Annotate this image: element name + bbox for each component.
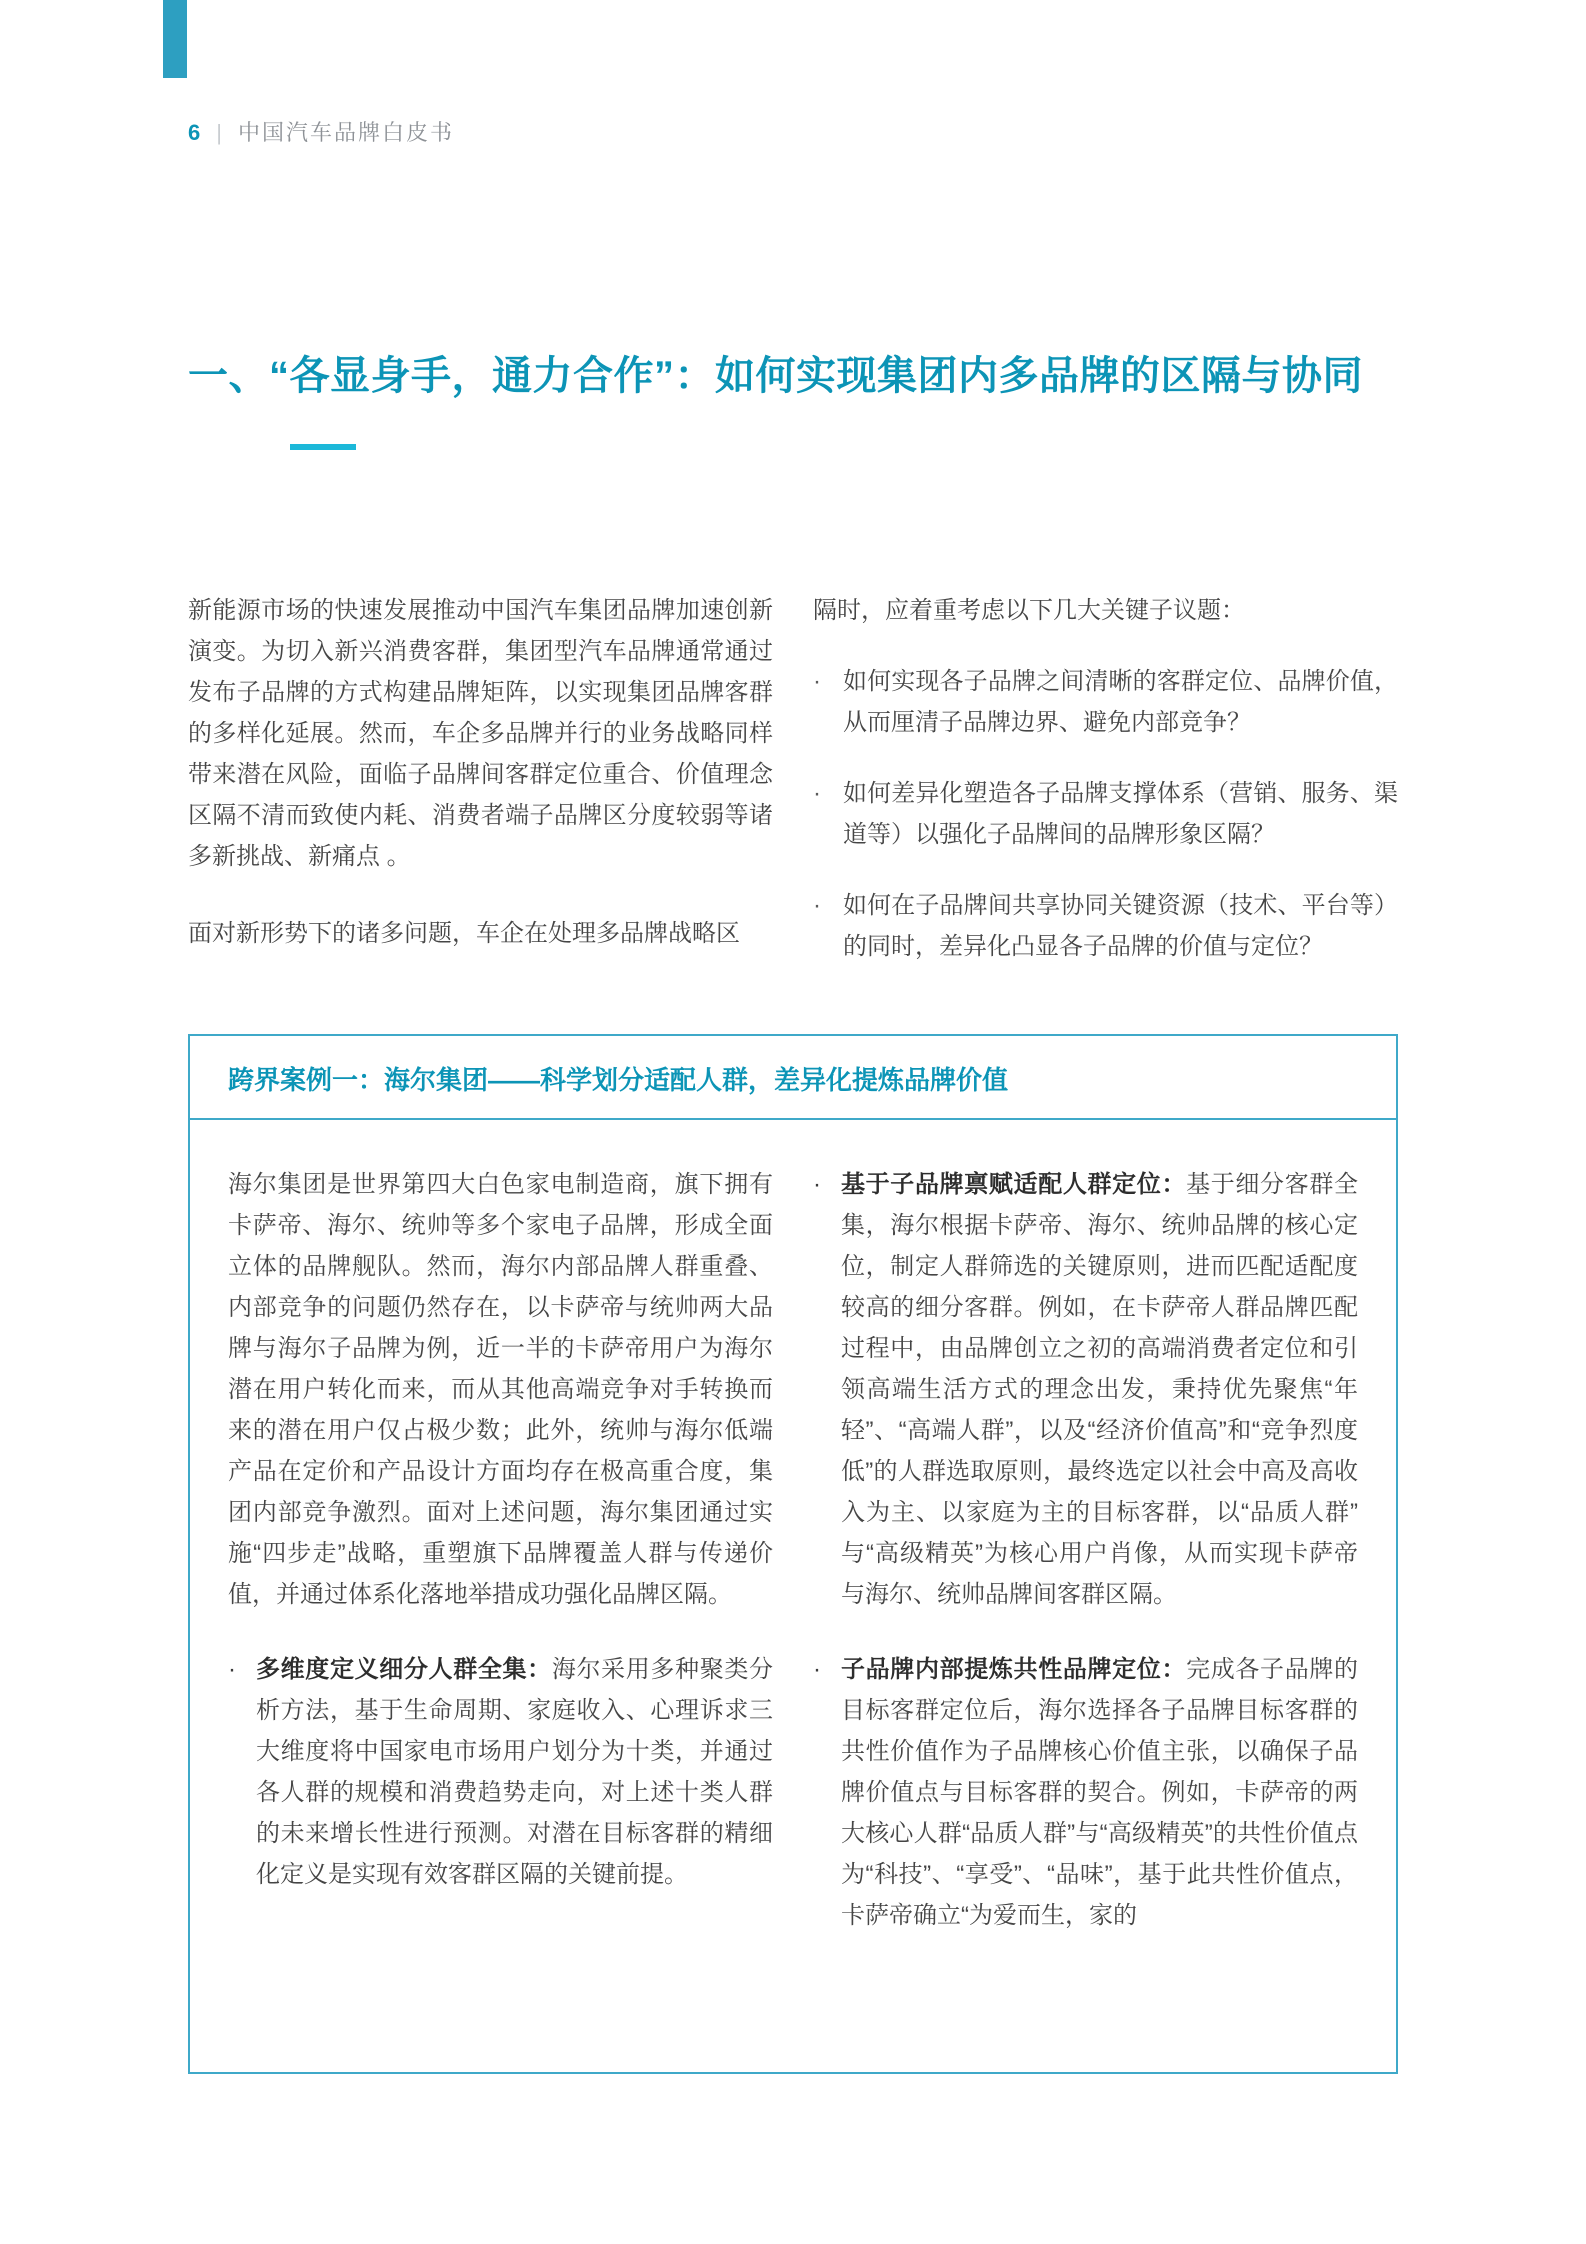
bullet-marker: · xyxy=(813,668,821,695)
case-left-column xyxy=(228,1164,773,1936)
case-left-bullet-1-body: 海尔采用多种聚类分析方法，基于生命周期、家庭收入、心理诉求三大维度将中国家电市场用户划分为十类，并通过各人群的规模和消费趋势走向，对上述十类人群的未来增长性进行预测。对潜在目标客群的精细化定义是实现有效客群区隔的关键前提。 xyxy=(256,1656,774,1888)
intro-bullet-3 xyxy=(813,885,1398,967)
case-right-column xyxy=(813,1164,1358,1936)
case-title: 跨界案例一：海尔集团——科学划分适配人群，差异化提炼品牌价值 xyxy=(228,1065,1009,1095)
intro-right-column xyxy=(813,590,1398,990)
case-right-bullet-2 xyxy=(813,1649,1358,1936)
intro-bullet-1 xyxy=(813,661,1398,743)
case-right-bullet-1 xyxy=(813,1164,1358,1615)
page-header xyxy=(188,118,454,148)
case-right-bullet-2-lead: 子品牌内部提炼共性品牌定位： xyxy=(841,1656,1187,1683)
bullet-marker: · xyxy=(813,892,821,919)
intro-lead-line: 隔时，应着重考虑以下几大关键子议题： xyxy=(813,597,1245,624)
intro-left-column xyxy=(188,590,773,990)
intro-bullet-1-text: 如何实现各子品牌之间清晰的客群定位、品牌价值，从而厘清子品牌边界、避免内部竞争？ xyxy=(843,668,1398,736)
intro-paragraph-2: 面对新形势下的诸多问题，车企在处理多品牌战略区 xyxy=(188,920,740,947)
case-right-bullet-2-body: 完成各子品牌的目标客群定位后，海尔选择各子品牌目标客群的共性价值作为子品牌核心价值主张，以确保子品牌价值点与目标客群的契合。例如，卡萨帝的两大核心人群“品质人群”与“高级精英”的共性价值点为“科技”、“享受”、“品味”，基于此共性价值点，卡萨帝确立“为爱而生，家的 xyxy=(841,1656,1359,1929)
case-left-paragraph: 海尔集团是世界第四大白色家电制造商，旗下拥有卡萨帝、海尔、统帅等多个家电子品牌，形成全面立体的品牌舰队。然而，海尔内部品牌人群重叠、内部竞争的问题仍然存在，以卡萨帝与统帅两大品牌与海尔子品牌为例，近一半的卡萨帝用户为海尔潜在用户转化而来，而从其他高端竞争对手转换而来的潜在用户仅占极少数；此外，统帅与海尔低端产品在定价和产品设计方面均存在极高重合度，集团内部竞争激烈。面对上述问题，海尔集团通过实施“四步走”战略，重塑旗下品牌覆盖人群与传递价值，并通过体系化落地举措成功强化品牌区隔。 xyxy=(228,1171,773,1608)
intro-section xyxy=(188,590,1398,990)
book-title: 中国汽车品牌白皮书 xyxy=(237,120,454,145)
bullet-marker: · xyxy=(813,780,821,807)
intro-bullet-list xyxy=(813,661,1398,967)
case-right-bullet-1-body: 基于细分客群全集，海尔根据卡萨帝、海尔、统帅品牌的核心定位，制定人群筛选的关键原则，进而匹配适配度较高的细分客群。例如，在卡萨帝人群品牌匹配过程中，由品牌创立之初的高端消费者定位和引领高端生活方式的理念出发，秉持优先聚焦“年轻”、“高端人群”，以及“经济价值高”和“竞争烈度低”的人群选取原则，最终选定以社会中高及高收入为主、以家庭为主的目标客群，以“品质人群”与“高级精英”为核心用户肖像，从而实现卡萨帝与海尔、统帅品牌间客群区隔。 xyxy=(841,1171,1359,1608)
intro-bullet-2 xyxy=(813,773,1398,855)
section-title: 一、“各显身手，通力合作”：如何实现集团内多品牌的区隔与协同 xyxy=(188,354,1363,398)
bullet-marker: · xyxy=(813,1656,821,1683)
intro-bullet-2-text: 如何差异化塑造各子品牌支撑体系（营销、服务、渠道等）以强化子品牌间的品牌形象区隔？ xyxy=(843,780,1398,848)
case-right-bullet-2-text xyxy=(841,1649,1358,1936)
bullet-marker: · xyxy=(228,1656,236,1683)
bullet-marker: · xyxy=(813,1171,821,1198)
case-study-box xyxy=(188,1034,1398,2074)
case-left-bullet-1-text xyxy=(256,1649,773,1895)
corner-accent-bar xyxy=(163,0,187,78)
intro-bullet-3-text: 如何在子品牌间共享协同关键资源（技术、平台等）的同时，差异化凸显各子品牌的价值与定位？ xyxy=(843,892,1398,960)
case-left-bullet-1-lead: 多维度定义细分人群全集： xyxy=(256,1656,552,1683)
case-left-bullet-1 xyxy=(228,1649,773,1895)
case-content xyxy=(190,1120,1396,1936)
title-dash xyxy=(290,444,356,450)
case-right-bullet-1-lead: 基于子品牌禀赋适配人群定位： xyxy=(841,1171,1187,1198)
intro-paragraph-1: 新能源市场的快速发展推动中国汽车集团品牌加速创新演变。为切入新兴消费客群，集团型汽车品牌通常通过发布子品牌的方式构建品牌矩阵，以实现集团品牌客群的多样化延展。然而，车企多品牌并行的业务战略同样带来潜在风险，面临子品牌间客群定位重合、价值理念区隔不清而致使内耗、消费者端子品牌区分度较弱等诸多新挑战、新痛点 。 xyxy=(188,597,773,870)
header-separator: | xyxy=(216,120,222,145)
case-right-bullet-1-text xyxy=(841,1164,1358,1615)
page-number: 6 xyxy=(188,120,201,145)
